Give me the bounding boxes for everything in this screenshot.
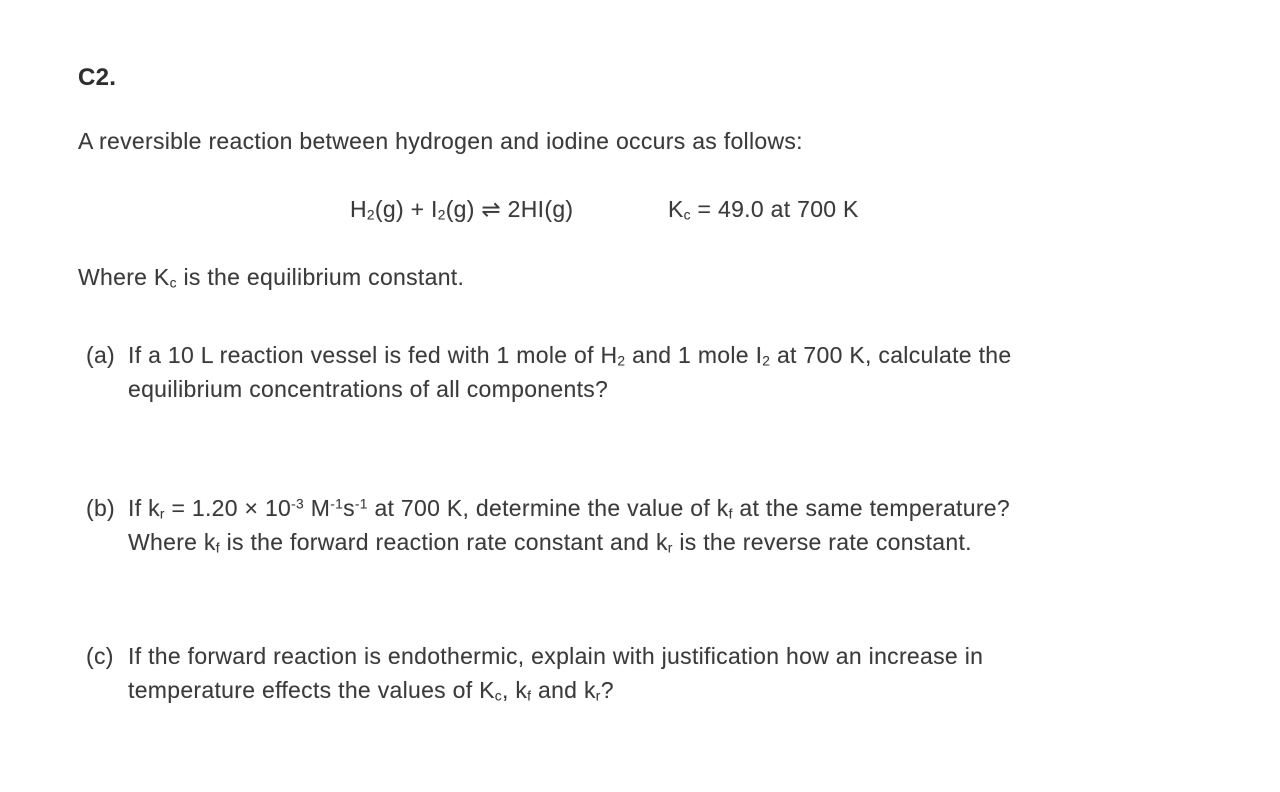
part-a-label: (a): [86, 342, 116, 368]
part-c-line-1: If the forward reaction is endothermic, explain with justification how an increase in: [128, 643, 984, 669]
part-a-text: [128, 338, 1011, 406]
part-c-line-2: temperature effects the values of $K_c$, $k_f$ and $k_r$?: [128, 677, 614, 704]
part-b-text: [128, 491, 1010, 559]
chemical-equation: $H_2(g) + I_2(g)$ ⇌ 2HI(g): [350, 196, 574, 223]
equilibrium-constant-value: $K_c = 49.0$ at 700 K: [668, 196, 859, 223]
part-c-label: (c): [86, 643, 114, 669]
part-c-text: [128, 639, 983, 707]
part-b-line-1: If $k_r = 1.20 \times 10^{-3}$ $M^{-1}s^{-1}$ at 700 K, determine the value of $k_f$ at the same temperature?: [128, 495, 1010, 522]
where-definition-line: Where $K_c$ is the equilibrium constant.: [78, 264, 465, 291]
part-b-label: (b): [86, 495, 116, 521]
part-a-line-2: equilibrium concentrations of all components?: [128, 376, 609, 402]
question-number: C2.: [78, 64, 117, 91]
part-b-line-2: Where $k_f$ is the forward reaction rate constant and $k_r$ is the reverse rate constant.: [128, 529, 972, 556]
intro-text: A reversible reaction between hydrogen and iodine occurs as follows:: [78, 128, 803, 154]
question-part-c: [86, 639, 983, 707]
part-a-line-1: If a 10 L reaction vessel is fed with 1 mole of $H_2$ and 1 mole $I_2$ at 700 K, calculate the: [128, 342, 1012, 369]
reaction-equation-row: [0, 196, 1280, 236]
question-part-a: [86, 338, 1011, 406]
question-part-b: [86, 491, 1010, 559]
